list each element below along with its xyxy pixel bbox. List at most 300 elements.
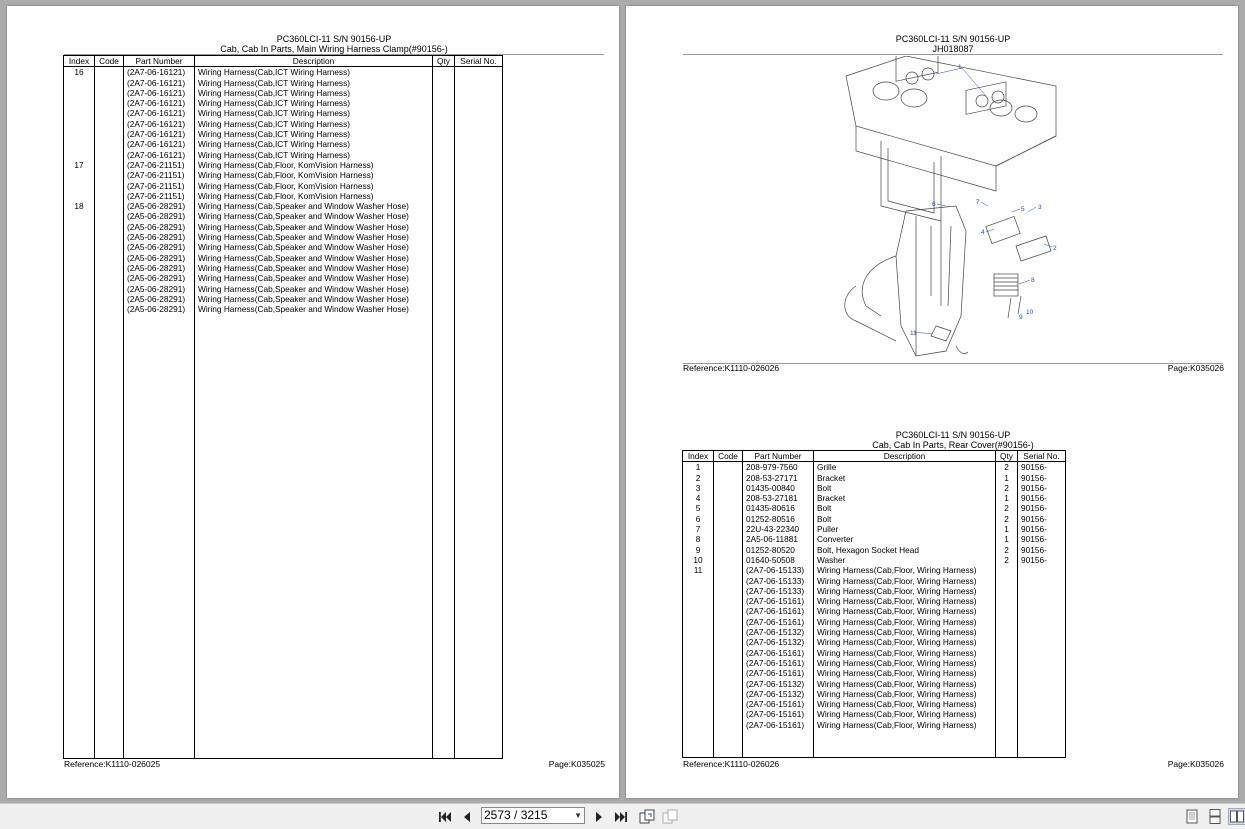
right-bottom-title-line1: PC360LCI-11 S/N 90156-UP xyxy=(895,430,1011,440)
table-header-row xyxy=(683,451,1066,462)
row-code xyxy=(95,242,124,252)
grille-left xyxy=(896,56,938,81)
row-description: Wiring Harness(Cab,Floor, Wiring Harness) xyxy=(814,586,996,596)
row-description: Wiring Harness(Cab,Floor, KomVision Harness) xyxy=(195,170,433,180)
floor-cable xyxy=(845,286,896,341)
table-row xyxy=(64,150,503,160)
row-qty xyxy=(433,98,455,108)
chevron-down-icon[interactable]: ▼ xyxy=(574,811,582,820)
col-header-serial: Serial No. xyxy=(455,56,503,67)
table-row xyxy=(683,679,1066,689)
row-description: Wiring Harness(Cab,Floor, Wiring Harness) xyxy=(814,617,996,627)
row-description: Wiring Harness(Cab,Speaker and Window Washer Hose) xyxy=(195,253,433,263)
row-qty xyxy=(996,617,1018,627)
row-qty xyxy=(433,253,455,263)
right-top-rule xyxy=(683,54,1223,55)
row-code xyxy=(95,150,124,160)
row-description: Wiring Harness(Cab,Floor, KomVision Harness) xyxy=(195,181,433,191)
filler-cell xyxy=(433,314,455,758)
fit-page-button[interactable] xyxy=(638,808,656,825)
row-index xyxy=(64,78,95,88)
filler-cell xyxy=(996,730,1018,757)
rear-cover-lower-edge xyxy=(856,126,996,191)
row-index: 3 xyxy=(683,483,714,493)
row-description: Wiring Harness(Cab,Speaker and Window Washer Hose) xyxy=(195,232,433,242)
row-description: Wiring Harness(Cab,ICT Wiring Harness) xyxy=(195,98,433,108)
row-serial xyxy=(455,201,503,211)
row-description: Wiring Harness(Cab,ICT Wiring Harness) xyxy=(195,108,433,118)
row-serial xyxy=(1018,648,1066,658)
callout-4: 4 xyxy=(981,229,985,236)
row-serial xyxy=(455,284,503,294)
row-index: 1 xyxy=(683,462,714,473)
row-code xyxy=(714,699,743,709)
row-qty: 2 xyxy=(996,483,1018,493)
row-qty xyxy=(433,119,455,129)
row-part-number: 01252-80520 xyxy=(743,545,814,555)
row-description: Wiring Harness(Cab,Floor, Wiring Harness) xyxy=(814,709,996,719)
fit-width-button[interactable] xyxy=(661,808,679,825)
callout-2: 2 xyxy=(1053,245,1057,252)
table-row xyxy=(64,273,503,283)
converter-fins xyxy=(994,278,1018,290)
callout-11: 11 xyxy=(910,330,917,337)
row-index xyxy=(64,129,95,139)
table-row xyxy=(683,483,1066,493)
row-serial: 90156- xyxy=(1018,514,1066,524)
row-index xyxy=(64,191,95,201)
table-row xyxy=(64,160,503,170)
row-part-number: (2A5-06-28291) xyxy=(124,284,195,294)
row-code xyxy=(714,658,743,668)
row-serial xyxy=(455,88,503,98)
row-description: Wiring Harness(Cab,Speaker and Window Washer Hose) xyxy=(195,304,433,314)
callout-3-leader xyxy=(1028,207,1036,212)
row-description: Wiring Harness(Cab,Floor, Wiring Harness) xyxy=(814,606,996,616)
row-serial xyxy=(1018,586,1066,596)
first-page-button[interactable] xyxy=(436,808,454,825)
harness-end xyxy=(956,346,968,354)
row-index xyxy=(683,637,714,647)
table-row xyxy=(64,304,503,314)
row-index xyxy=(64,222,95,232)
row-description: Wiring Harness(Cab,ICT Wiring Harness) xyxy=(195,139,433,149)
row-serial xyxy=(455,211,503,221)
row-part-number: (2A7-06-15161) xyxy=(743,596,814,606)
filler-cell xyxy=(95,314,124,758)
row-part-number: (2A7-06-15161) xyxy=(743,668,814,678)
row-description: Bolt xyxy=(814,514,996,524)
col-header-description: Description xyxy=(814,451,996,462)
table-row xyxy=(64,263,503,273)
speaker-opening-1 xyxy=(873,82,899,100)
row-part-number: (2A5-06-28291) xyxy=(124,232,195,242)
row-index: 5 xyxy=(683,503,714,513)
row-part-number: (2A7-06-15161) xyxy=(743,648,814,658)
row-qty xyxy=(996,709,1018,719)
table-row xyxy=(64,232,503,242)
row-index: 16 xyxy=(64,67,95,78)
table-filler-row xyxy=(64,314,503,758)
row-description: Wiring Harness(Cab,Floor, Wiring Harness) xyxy=(814,689,996,699)
row-index xyxy=(64,263,95,273)
row-serial: 90156- xyxy=(1018,462,1066,473)
page-number-input[interactable] xyxy=(481,807,585,824)
row-serial: 90156- xyxy=(1018,493,1066,503)
table-row xyxy=(64,201,503,211)
row-serial xyxy=(1018,658,1066,668)
row-qty xyxy=(433,263,455,273)
col-header-serial: Serial No. xyxy=(1018,451,1066,462)
right-bottom-page-number: Page:K035026 xyxy=(1167,759,1224,769)
row-description: Wiring Harness(Cab,Floor, KomVision Harness) xyxy=(195,191,433,201)
row-qty: 1 xyxy=(996,493,1018,503)
left-document-page xyxy=(7,6,619,798)
row-description: Wiring Harness(Cab,ICT Wiring Harness) xyxy=(195,129,433,139)
row-qty xyxy=(996,668,1018,678)
row-part-number: 208-53-27181 xyxy=(743,493,814,503)
col-header-qty: Qty xyxy=(433,56,455,67)
table-row xyxy=(64,211,503,221)
table-row xyxy=(683,493,1066,503)
row-qty xyxy=(433,242,455,252)
callout-5-leader xyxy=(1012,209,1020,212)
row-description: Bolt, Hexagon Socket Head xyxy=(814,545,996,555)
rear-cover-side-edge xyxy=(996,136,1056,166)
row-serial xyxy=(455,263,503,273)
row-serial xyxy=(1018,606,1066,616)
callout-2-leader xyxy=(1044,244,1052,247)
row-part-number: (2A7-06-15133) xyxy=(743,565,814,575)
row-serial: 90156- xyxy=(1018,534,1066,544)
continuous-view-icon xyxy=(1209,809,1221,824)
filler-cell xyxy=(455,314,503,758)
row-index xyxy=(64,108,95,118)
row-code xyxy=(714,576,743,586)
row-code xyxy=(95,232,124,242)
table-row xyxy=(683,576,1066,586)
row-part-number: 01435-80616 xyxy=(743,503,814,513)
col-header-index: Index xyxy=(64,56,95,67)
callout-10: 10 xyxy=(1026,309,1034,316)
table-row xyxy=(683,545,1066,555)
row-index xyxy=(64,273,95,283)
row-index xyxy=(64,284,95,294)
row-serial xyxy=(455,170,503,180)
last-page-button[interactable] xyxy=(612,808,630,825)
row-part-number: 208-979-7560 xyxy=(743,462,814,473)
row-serial xyxy=(455,78,503,88)
row-code xyxy=(95,78,124,88)
row-qty: 2 xyxy=(996,555,1018,565)
row-part-number: (2A7-06-15161) xyxy=(743,709,814,719)
row-index xyxy=(683,627,714,637)
row-description: Wiring Harness(Cab,Speaker and Window Washer Hose) xyxy=(195,294,433,304)
row-part-number: (2A5-06-28291) xyxy=(124,242,195,252)
right-top-title xyxy=(683,35,1223,54)
single-page-view-button[interactable] xyxy=(1183,808,1201,825)
row-part-number: (2A7-06-16121) xyxy=(124,139,195,149)
row-part-number: 22U-43-22340 xyxy=(743,524,814,534)
row-index xyxy=(64,150,95,160)
row-part-number: (2A7-06-15161) xyxy=(743,606,814,616)
col-header-code: Code xyxy=(95,56,124,67)
table-row xyxy=(683,720,1066,730)
row-description: Wiring Harness(Cab,ICT Wiring Harness) xyxy=(195,67,433,78)
row-qty xyxy=(996,606,1018,616)
right-top-page-number: Page:K035026 xyxy=(1167,363,1224,373)
col-header-code: Code xyxy=(714,451,743,462)
row-serial xyxy=(455,98,503,108)
row-description: Wiring Harness(Cab,Speaker and Window Washer Hose) xyxy=(195,242,433,252)
table-row xyxy=(683,617,1066,627)
row-code xyxy=(714,555,743,565)
page-indicator-text: 2573 / 3215 xyxy=(484,808,548,822)
filler-cell xyxy=(714,730,743,757)
row-description: Wiring Harness(Cab,Floor, Wiring Harness) xyxy=(814,658,996,668)
row-part-number: (2A7-06-21151) xyxy=(124,181,195,191)
row-qty xyxy=(996,679,1018,689)
row-index xyxy=(64,232,95,242)
row-code xyxy=(95,181,124,191)
callout-5: 5 xyxy=(1021,206,1025,213)
filler-cell xyxy=(64,314,95,758)
bolt-9-line xyxy=(1008,298,1011,318)
row-part-number: (2A5-06-28291) xyxy=(124,201,195,211)
row-index xyxy=(683,606,714,616)
facing-view-button[interactable] xyxy=(1228,808,1245,825)
callout-7-leader xyxy=(981,202,988,206)
row-qty xyxy=(433,181,455,191)
row-serial xyxy=(1018,709,1066,719)
row-qty xyxy=(433,222,455,232)
continuous-view-button[interactable] xyxy=(1206,808,1224,825)
row-description: Wiring Harness(Cab,Floor, Wiring Harness) xyxy=(814,637,996,647)
row-description: Wiring Harness(Cab,Floor, Wiring Harness) xyxy=(814,576,996,586)
row-description: Puller xyxy=(814,524,996,534)
row-description: Washer xyxy=(814,555,996,565)
speaker-opening-2 xyxy=(901,89,927,107)
right-top-reference: Reference:K1110-026026 xyxy=(683,363,780,373)
row-qty xyxy=(433,88,455,98)
row-description: Bracket xyxy=(814,493,996,503)
filler-cell xyxy=(1018,730,1066,757)
row-code xyxy=(714,565,743,575)
table-row xyxy=(64,88,503,98)
right-bottom-reference: Reference:K1110-026026 xyxy=(683,759,780,769)
row-serial: 90156- xyxy=(1018,503,1066,513)
row-index xyxy=(64,304,95,314)
row-description: Bolt xyxy=(814,483,996,493)
col-header-part-number: Part Number xyxy=(124,56,195,67)
prev-page-icon xyxy=(462,811,472,823)
row-qty xyxy=(433,108,455,118)
row-code xyxy=(95,263,124,273)
table-row xyxy=(64,78,503,88)
left-table-body xyxy=(64,67,503,759)
grille-fan-3 xyxy=(976,95,988,107)
row-qty: 1 xyxy=(996,524,1018,534)
row-description: Wiring Harness(Cab,Floor, Wiring Harness) xyxy=(814,648,996,658)
row-serial xyxy=(455,253,503,263)
harness-cable-left xyxy=(862,256,896,316)
row-serial xyxy=(455,119,503,129)
row-qty xyxy=(996,596,1018,606)
row-part-number: (2A7-06-15161) xyxy=(743,720,814,730)
bolt-10-line xyxy=(1018,296,1021,314)
row-serial xyxy=(1018,637,1066,647)
table-row xyxy=(683,699,1066,709)
row-description: Wiring Harness(Cab,Speaker and Window Washer Hose) xyxy=(195,263,433,273)
row-qty xyxy=(996,637,1018,647)
row-code xyxy=(95,170,124,180)
drawing-number: JH018087 xyxy=(932,43,974,54)
first-page-icon xyxy=(438,811,452,823)
row-qty xyxy=(996,565,1018,575)
row-serial xyxy=(1018,627,1066,637)
row-index xyxy=(683,720,714,730)
table-row xyxy=(64,294,503,304)
row-part-number: (2A7-06-21151) xyxy=(124,160,195,170)
row-serial xyxy=(1018,720,1066,730)
row-serial xyxy=(455,232,503,242)
row-index xyxy=(64,181,95,191)
row-code xyxy=(714,627,743,637)
row-part-number: 01252-80516 xyxy=(743,514,814,524)
row-index xyxy=(683,658,714,668)
row-serial xyxy=(455,160,503,170)
row-qty: 1 xyxy=(996,473,1018,483)
table-row xyxy=(64,170,503,180)
row-index xyxy=(683,689,714,699)
filler-cell xyxy=(814,730,996,757)
row-description: Bracket xyxy=(814,473,996,483)
row-part-number: (2A7-06-15161) xyxy=(743,658,814,668)
row-index: 11 xyxy=(683,565,714,575)
row-description: Wiring Harness(Cab,Floor, Wiring Harness) xyxy=(814,720,996,730)
viewer-toolbar xyxy=(0,803,1245,829)
row-part-number: (2A7-06-16121) xyxy=(124,129,195,139)
table-row xyxy=(64,119,503,129)
row-part-number: (2A7-06-15132) xyxy=(743,679,814,689)
row-index xyxy=(64,170,95,180)
harness-connector-11 xyxy=(931,326,951,341)
prev-page-button[interactable] xyxy=(458,808,476,825)
row-qty xyxy=(433,150,455,160)
row-description: Wiring Harness(Cab,ICT Wiring Harness) xyxy=(195,88,433,98)
row-part-number: 01435-00840 xyxy=(743,483,814,493)
exploded-parts-diagram xyxy=(836,56,1076,364)
row-index xyxy=(64,294,95,304)
row-part-number: (2A7-06-21151) xyxy=(124,191,195,201)
table-row xyxy=(683,606,1066,616)
row-serial xyxy=(455,242,503,252)
right-table-body xyxy=(683,462,1066,758)
row-part-number: (2A5-06-28291) xyxy=(124,211,195,221)
speaker-opening-4 xyxy=(1015,106,1037,122)
table-row xyxy=(683,668,1066,678)
row-qty xyxy=(996,720,1018,730)
row-description: Wiring Harness(Cab,ICT Wiring Harness) xyxy=(195,119,433,129)
callout-6: 6 xyxy=(932,201,936,208)
row-index xyxy=(64,253,95,263)
row-qty: 1 xyxy=(996,534,1018,544)
row-description: Wiring Harness(Cab,ICT Wiring Harness) xyxy=(195,150,433,160)
row-qty: 2 xyxy=(996,545,1018,555)
row-code xyxy=(95,304,124,314)
row-description: Grille xyxy=(814,462,996,473)
row-qty xyxy=(433,294,455,304)
row-description: Wiring Harness(Cab,Floor, Wiring Harness) xyxy=(814,596,996,606)
row-part-number: (2A5-06-28291) xyxy=(124,273,195,283)
grille-right xyxy=(966,82,1006,115)
row-description: Wiring Harness(Cab,Floor, Wiring Harness) xyxy=(814,627,996,637)
row-serial xyxy=(455,304,503,314)
row-qty xyxy=(433,191,455,201)
table-row xyxy=(64,242,503,252)
row-serial xyxy=(455,108,503,118)
row-qty xyxy=(433,129,455,139)
row-description: Wiring Harness(Cab,Speaker and Window Washer Hose) xyxy=(195,284,433,294)
row-index xyxy=(683,576,714,586)
row-qty xyxy=(433,211,455,221)
table-row xyxy=(64,284,503,294)
row-code xyxy=(714,709,743,719)
table-row xyxy=(683,524,1066,534)
left-title-line2: Cab, Cab In Parts, Main Wiring Harness Clamp(#90156-) xyxy=(220,43,448,54)
row-part-number: 2A5-06-11881 xyxy=(743,534,814,544)
row-code xyxy=(95,67,124,78)
row-index xyxy=(683,679,714,689)
row-qty: 2 xyxy=(996,503,1018,513)
row-code xyxy=(95,294,124,304)
row-index xyxy=(683,586,714,596)
row-qty xyxy=(433,170,455,180)
row-part-number: (2A7-06-16121) xyxy=(124,88,195,98)
row-code xyxy=(714,524,743,534)
row-part-number: (2A7-06-15161) xyxy=(743,699,814,709)
row-description: Wiring Harness(Cab,Speaker and Window Washer Hose) xyxy=(195,211,433,221)
row-part-number: 01640-50508 xyxy=(743,555,814,565)
row-code xyxy=(95,201,124,211)
next-page-button[interactable] xyxy=(590,808,608,825)
row-code xyxy=(95,273,124,283)
row-description: Wiring Harness(Cab,Floor, KomVision Harness) xyxy=(195,160,433,170)
left-reference: Reference:K1110-026025 xyxy=(64,759,161,769)
row-serial xyxy=(455,294,503,304)
row-serial xyxy=(455,150,503,160)
row-index: 7 xyxy=(683,524,714,534)
row-index xyxy=(683,709,714,719)
row-index xyxy=(64,139,95,149)
row-part-number: (2A7-06-15133) xyxy=(743,586,814,596)
table-row xyxy=(64,181,503,191)
row-qty xyxy=(433,232,455,242)
row-code xyxy=(714,648,743,658)
row-serial xyxy=(1018,576,1066,586)
row-code xyxy=(95,211,124,221)
row-part-number: (2A5-06-28291) xyxy=(124,304,195,314)
row-part-number: (2A7-06-21151) xyxy=(124,170,195,180)
row-serial xyxy=(455,67,503,78)
right-parts-table xyxy=(682,450,1066,758)
window-inner xyxy=(888,148,934,213)
row-code xyxy=(714,720,743,730)
row-part-number: (2A7-06-16121) xyxy=(124,150,195,160)
table-row xyxy=(683,565,1066,575)
row-description: Wiring Harness(Cab,Speaker and Window Washer Hose) xyxy=(195,201,433,211)
row-index: 10 xyxy=(683,555,714,565)
